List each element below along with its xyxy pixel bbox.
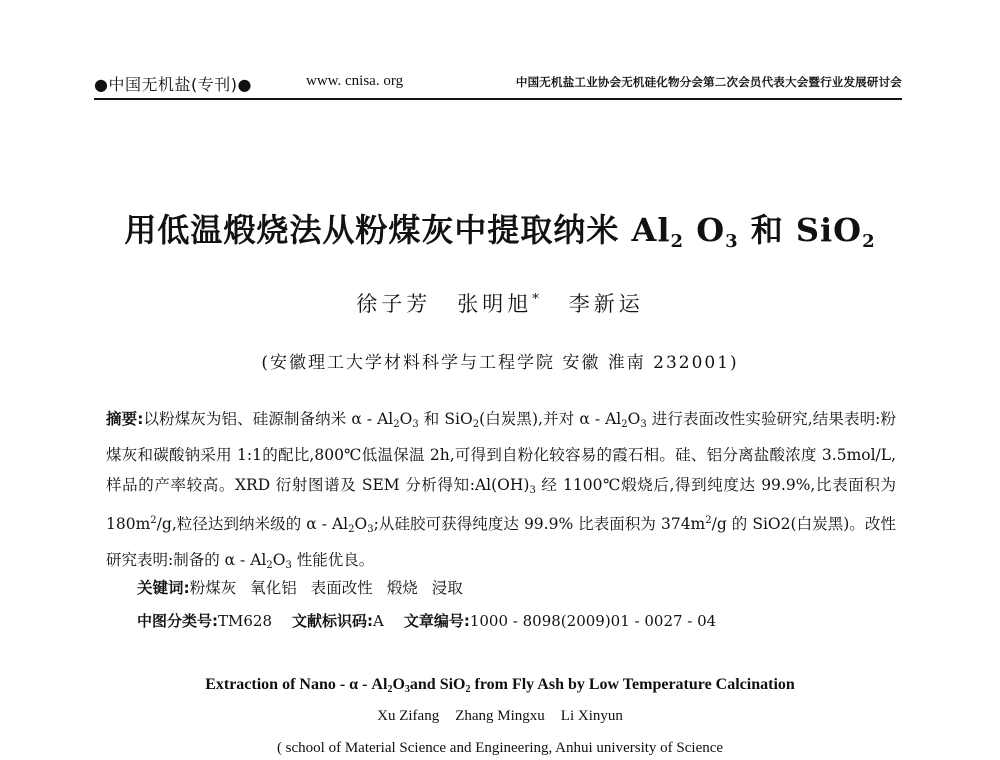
journal-url[interactable]: www. cnisa. org (306, 73, 404, 89)
running-header (94, 72, 902, 96)
article-number-label: 文章编号: (403, 612, 470, 630)
keywords (137, 576, 477, 598)
author-name: 张明旭 (457, 292, 533, 316)
abstract: 摘要:以粉煤灰为铝、硅源制备纳米 α - $Al_2O_3$ 和 SiO$_2$(白炭黑),并对 α - $Al_2O_3$ 进行表面改性实验研究,结果表明:粉煤灰和碳酸钠采用 1:1的配比,800℃低温保温 2h,可得到自粉化较容易的霞石相。硅、铝分离盐酸浓度 3.5mol/L,样品的产率较高。XRD 衍射图谱及 SEM 分析得知$:Al(OH)_3$ 经 1100℃煅烧后,得到纯度达 99.9%,比表面积为 $180m^2/g$,粒径达到纳米级的 α - $Al_2O_3$;从硅胶可获得纯度达 99.9% 比表面积为 $374m^2/g$ 的 SiO2(白炭黑)。改性研究表明:制备的 α - $Al_2O_3$ 性能优良。 (106, 410, 896, 571)
title-sub: 3 (725, 231, 739, 252)
article-number-value: 1000 - 8098(2009)01 - 0027 - 04 (469, 612, 717, 630)
clc-value: TM628 (218, 612, 272, 630)
author-name: 李新运 (568, 292, 644, 316)
keyword-item: 氧化铝 (250, 579, 297, 597)
doc-code-value: A (373, 612, 384, 630)
keyword-item: 粉煤灰 (189, 579, 237, 597)
affiliation: (安徽理工大学材料科学与工程学院 安徽 淮南 232001) (261, 353, 739, 373)
keyword-item: 浸取 (431, 579, 463, 597)
title-text: 和 SiO (738, 211, 863, 249)
corresponding-mark: * (532, 292, 543, 307)
clc-label: 中图分类号: (137, 612, 218, 630)
abstract-label: 摘要: (106, 410, 144, 428)
classification-line (137, 610, 736, 631)
conference-name: 中国无机盐工业协会无机硅化物分会第二次会员代表大会暨行业发展研讨会 (515, 75, 902, 89)
english-affiliation: ( school of Material Science and Engineering, Anhui university of Science (276, 740, 724, 756)
english-author: Li Xinyun (560, 708, 623, 724)
journal-name: ●中国无机盐(专刊)● (94, 75, 252, 94)
author-list (0, 288, 1000, 318)
paper-title (0, 205, 1000, 252)
author-name: 徐子芳 (356, 292, 432, 316)
english-title: Extraction of Nano - α - $Al_2O_3and$ SiO$_2$ from Fly Ash by Low Temperature Calcination (205, 676, 795, 695)
title-sub: 2 (670, 231, 685, 252)
title-text: O (684, 211, 726, 249)
english-author: Xu Zifang (377, 708, 440, 724)
title-sub: 2 (862, 231, 876, 252)
keyword-item: 煅烧 (386, 579, 418, 597)
keywords-label: 关键词: (137, 579, 190, 597)
english-author: Zhang Mingxu (455, 708, 545, 724)
title-text: 用低温煅烧法从粉煤灰中提取纳米 Al (124, 211, 671, 249)
header-divider (94, 98, 902, 100)
doc-code-label: 文献标识码: (292, 612, 373, 630)
english-authors (0, 708, 1000, 725)
keyword-item: 表面改性 (310, 579, 373, 597)
